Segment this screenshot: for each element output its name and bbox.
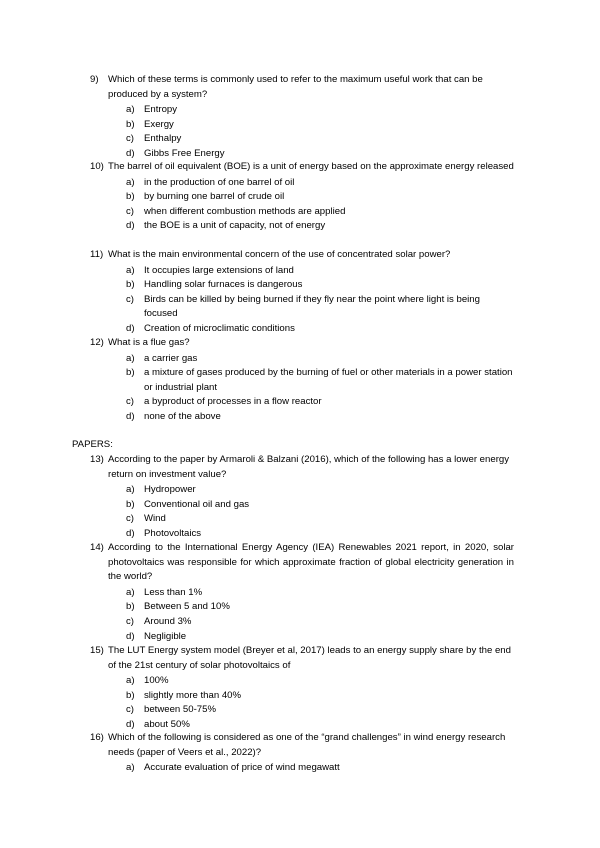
section-heading: PAPERS: (72, 439, 113, 450)
option: a) Less than 1% (126, 586, 203, 598)
question-text: What is the main environmental concern of the use of concentrated solar power? (108, 249, 451, 260)
question-number: 14) (90, 542, 104, 553)
question-number: 10) (90, 161, 104, 172)
question-text: According to the paper by Armaroli & Balzani (2016), which of the following has a lower energy return on investment value? (108, 454, 510, 480)
option: a) It occupies large extensions of land (126, 264, 294, 276)
question-number: 11) (90, 249, 104, 260)
question-text: Which of the following is considered as one of the “grand challenges” in wind energy research needs (paper of Veers et al., 2022)? (108, 732, 506, 758)
options-list (90, 483, 514, 541)
question-text: Which of these terms is commonly used to refer to the maximum useful work that can be produced by a system? (108, 74, 483, 100)
option: b) Handling solar furnaces is dangerous (126, 279, 303, 291)
question-text: The barrel of oil equivalent (BOE) is a unit of energy based on the approximate energy released (108, 161, 514, 172)
question-16 (90, 731, 514, 776)
option: b) Exergy (126, 118, 174, 130)
option: d) Photovoltaics (126, 527, 202, 539)
option: d) the BOE is a unit of capacity, not of energy (126, 220, 326, 232)
question-text: According to the International Energy Agency (IEA) Renewables 2021 report, in 2020, solar photovoltaics was responsible for which approximate fraction of global electricity generation in the world? (108, 542, 514, 583)
option: a) in the production of one barrel of oil (126, 176, 295, 188)
question-number: 15) (90, 645, 104, 656)
option: d) about 50% (126, 718, 190, 730)
question-number: 12) (90, 337, 104, 348)
option: b) a mixture of gases produced by the burning of fuel or other materials in a power station or industrial plant (126, 367, 513, 393)
question-13 (90, 453, 514, 542)
question-11 (90, 248, 514, 337)
option: d) none of the above (126, 410, 221, 422)
option: b) by burning one barrel of crude oil (126, 191, 285, 203)
question-12 (90, 336, 514, 425)
question-number: 13) (90, 454, 104, 465)
option: c) Wind (126, 513, 166, 525)
options-list (90, 352, 514, 425)
option: a) a carrier gas (126, 352, 198, 364)
options-list (90, 103, 514, 161)
question-15 (90, 644, 514, 733)
question-text: The LUT Energy system model (Breyer et al, 2017) leads to an energy supply share by the end of the 21st century of solar photovoltaics of (108, 645, 511, 671)
option: a) Accurate evaluation of price of wind megawatt (126, 762, 340, 774)
question-text: What is a flue gas? (108, 337, 190, 348)
option: b) slightly more than 40% (126, 689, 242, 701)
option: c) Around 3% (126, 615, 192, 627)
option: a) Entropy (126, 104, 178, 116)
option: a) Hydropower (126, 484, 196, 496)
option: c) when different combustion methods are applied (126, 205, 346, 217)
option: c) a byproduct of processes in a flow reactor (126, 396, 322, 408)
option: b) Conventional oil and gas (126, 498, 250, 510)
option: d) Negligible (126, 630, 187, 642)
option: c) Birds can be killed by being burned if they fly near the point where light is being focused (126, 293, 480, 320)
question-number: 16) (90, 732, 104, 743)
question-10 (90, 160, 514, 234)
options-list (90, 586, 514, 644)
options-list (90, 264, 514, 337)
option: d) Creation of microclimatic conditions (126, 322, 295, 334)
options-list (90, 176, 514, 234)
option: c) between 50-75% (126, 704, 217, 716)
option: a) 100% (126, 675, 169, 687)
question-9 (90, 73, 514, 162)
option: b) Between 5 and 10% (126, 601, 230, 613)
options-list (90, 761, 514, 776)
option: d) Gibbs Free Energy (126, 147, 225, 159)
option: c) Enthalpy (126, 133, 182, 145)
question-number: 9) (90, 74, 99, 85)
options-list (90, 674, 514, 732)
question-14 (90, 541, 514, 644)
